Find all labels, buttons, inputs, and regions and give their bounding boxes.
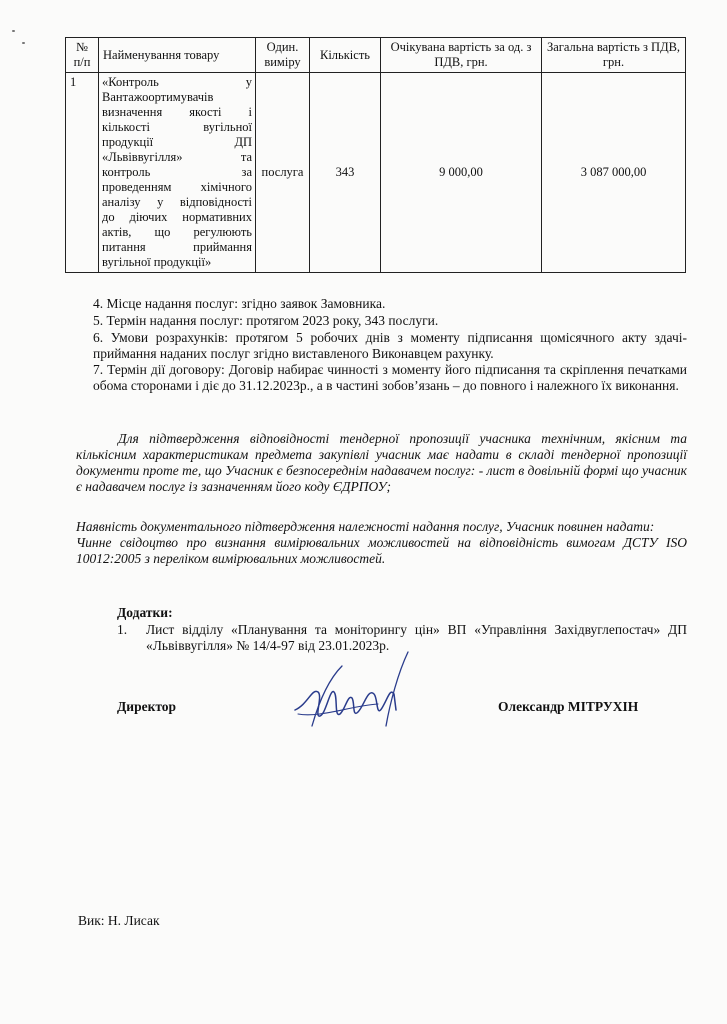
handwritten-signature xyxy=(290,648,420,740)
service-name-line: контроль за xyxy=(102,165,252,179)
service-name-line: «Контроль у xyxy=(102,75,252,89)
header-no: № п/п xyxy=(66,38,99,73)
header-total-price: Загальна вартість з ПДВ, грн. xyxy=(542,38,686,73)
scan-speck xyxy=(12,30,15,32)
row-number: 1 xyxy=(66,73,99,273)
service-name-line: вугільної продукції» xyxy=(102,255,212,269)
row-expected-price: 9 000,00 xyxy=(381,73,542,273)
requirement-paragraph-1 xyxy=(76,431,687,495)
service-name-line: кількості вугільної xyxy=(102,120,252,134)
service-name-line: продукції ДП xyxy=(102,135,252,149)
signatory-position: Директор xyxy=(117,699,177,714)
service-name-line: «Львіввугілля» та xyxy=(102,150,252,164)
requirement-text-3: Чинне свідоцтво про визнання вимірювальних можливостей на відповідність вимогам ДСТУ ISO 10012:2005 з переліком вимірювальних можливостей. xyxy=(76,535,687,566)
service-name-line: питання приймання xyxy=(102,240,252,254)
header-name: Найменування товару xyxy=(99,38,256,73)
service-name-line: визначення якості і xyxy=(102,105,252,119)
attachment-text: Лист відділу «Планування та моніторингу цін» ВП «Управління Західвуглепостач» ДП «Львіввугілля» № 14/4-97 від 23.01.2023р. xyxy=(146,622,687,653)
row-unit: послуга xyxy=(256,73,310,273)
requirement-text-2: Наявність документального підтвердження належності надання послуг, Учасник повинен надати: xyxy=(76,519,655,534)
header-expected-price: Очікувана вартість за од. з ПДВ, грн. xyxy=(381,38,542,73)
attachment-number: 1. xyxy=(117,622,128,637)
row-qty: 343 xyxy=(310,73,381,273)
requirement-paragraph-2 xyxy=(76,519,687,567)
service-name-line: актів, що регулюють xyxy=(102,225,252,239)
service-name-line: Вантажоортимувачів xyxy=(102,90,214,104)
service-name-line: аналізу у відповідності xyxy=(102,195,252,209)
term-4-text: 4. Місце надання послуг: згідно заявок Замовника. xyxy=(93,296,386,311)
service-name-line: проведенням хімічного xyxy=(102,180,252,194)
term-4 xyxy=(76,296,687,312)
term-6-text: 6. Умови розрахунків: протягом 5 робочих днів з моменту підписання щомісячного акту здачі-приймання наданих послуг згідно виставленого Виконавцем рахунку. xyxy=(93,330,687,361)
term-7-text: 7. Термін дії договору: Договір набирає чинності з моменту його підписання та скріплення печатками обома сторонами і діє до 31.12.2023р., а в частині зобов’язань – до повного і належного їх виконання. xyxy=(93,362,687,393)
header-unit: Один. виміру xyxy=(256,38,310,73)
signatory-name: Олександр МІТРУХІН xyxy=(498,699,639,714)
executor-note: Вик: Н. Лисак xyxy=(78,913,160,928)
service-name-lines xyxy=(102,75,252,270)
term-5-text: 5. Термін надання послуг: протягом 2023 року, 343 послуги. xyxy=(93,313,439,328)
table-row xyxy=(66,73,686,273)
term-6 xyxy=(76,330,687,362)
row-total-price: 3 087 000,00 xyxy=(542,73,686,273)
requirement-text-1: Для підтвердження відповідності тендерної пропозиції учасника технічним, якісним та кількісним характеристикам предмета закупівлі учасник має надати в складі тендерної пропозиції документи проте те, що Учасник є безпосереднім надавачем послуг: - лист в довільній формі що учасник є надавачем послуг із зазначенням його коду ЄДРПОУ; xyxy=(76,431,687,494)
services-table xyxy=(65,37,686,273)
service-name xyxy=(99,73,256,273)
service-name-line: до діючих нормативних xyxy=(102,210,252,224)
table-header-row xyxy=(66,38,686,73)
attachments-title: Додатки: xyxy=(117,605,173,620)
term-7 xyxy=(76,362,687,394)
header-qty: Кількість xyxy=(310,38,381,73)
term-5 xyxy=(76,313,687,329)
scan-speck xyxy=(22,42,25,44)
